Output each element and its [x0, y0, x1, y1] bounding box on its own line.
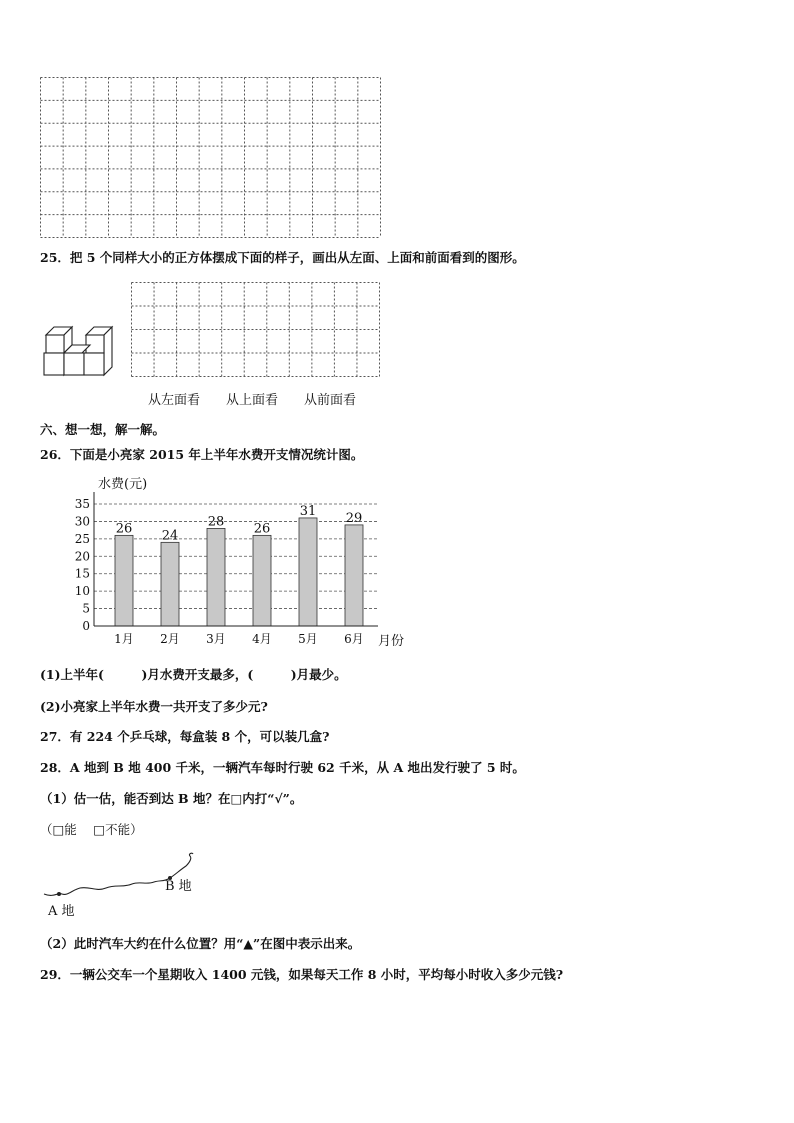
chart-xlabel: 月份: [378, 634, 405, 649]
chart-ytick-label: 20: [74, 549, 90, 564]
answer-grid-q25[interactable]: [131, 282, 381, 378]
chart-bar: [207, 528, 225, 626]
chart-ytick-label: 0: [82, 619, 90, 633]
chart-xtick-label: 5月: [298, 632, 318, 646]
question-25-text: 25．把 5 个同样大小的正方体摆成下面的样子，画出从左面、上面和前面看到的图形。: [40, 250, 525, 265]
question-28-sub2: （2）此时汽车大约在什么位置？用“▲”在图中表示出来。: [40, 936, 361, 951]
chart-xtick-label: 6月: [344, 632, 364, 646]
chart-bar: [161, 542, 179, 626]
chart-bar: [253, 535, 271, 626]
chart-ylabel: 水费(元): [98, 477, 148, 492]
chart-xtick-label: 3月: [206, 632, 226, 646]
answer-grid-top[interactable]: [40, 77, 382, 239]
water-fee-bar-chart: [60, 470, 420, 655]
label-b: B 地: [165, 879, 192, 894]
chart-xtick-label: 1月: [114, 632, 134, 646]
chart-data-label: 31: [299, 503, 317, 519]
chart-ytick-label: 5: [82, 601, 90, 616]
chart-data-label: 28: [207, 514, 225, 530]
question-26-sub1: (1)上半年( )月水费开支最多，( )月最少。: [40, 667, 347, 682]
question-28-text: 28．A 地到 B 地 400 千米，一辆汽车每时行驶 62 千米，从 A 地出发行驶了 5 时。: [40, 760, 525, 775]
chart-data-label: 24: [161, 528, 179, 544]
chart-ytick-label: 25: [74, 531, 90, 546]
chart-ytick-label: 10: [74, 584, 90, 599]
chart-bar: [299, 518, 317, 626]
chart-data-label: 26: [115, 521, 133, 537]
question-27-text: 27．有 224 个乒乓球，每盒装 8 个，可以装几盒?: [40, 729, 330, 744]
chart-bar: [345, 525, 363, 626]
question-28-sub1: （1）估一估，能否到达 B 地？在□内打“√”。: [40, 791, 303, 806]
chart-ytick-label: 30: [74, 514, 90, 529]
section-6-title: 六、想一想，解一解。: [40, 422, 166, 437]
chart-xtick-label: 4月: [252, 632, 272, 646]
chart-xtick-label: 2月: [160, 632, 180, 646]
caption-front-view: 从前面看: [304, 393, 357, 408]
chart-data-label: 26: [253, 521, 271, 537]
question-26-text: 26．下面是小亮家 2015 年上半年水费开支情况统计图。: [40, 447, 364, 462]
chart-bar: [115, 535, 133, 626]
caption-left-view: 从左面看: [148, 393, 201, 408]
question-26-sub2: (2)小亮家上半年水费一共开支了多少元?: [40, 699, 268, 714]
chart-ytick-label: 15: [74, 566, 90, 581]
caption-top-view: 从上面看: [226, 393, 279, 408]
chart-data-label: 29: [345, 510, 363, 526]
label-a: A 地: [48, 904, 75, 919]
point-a-dot: [57, 892, 61, 896]
chart-ytick-label: 35: [74, 497, 90, 511]
question-29-text: 29．一辆公交车一个星期收入 1400 元钱，如果每天工作 8 小时，平均每小时收入多少元钱?: [40, 967, 564, 982]
cube-figure: [40, 325, 115, 383]
route-map[interactable]: [40, 852, 220, 922]
question-28-options[interactable]: （□能 □不能）: [40, 822, 143, 837]
